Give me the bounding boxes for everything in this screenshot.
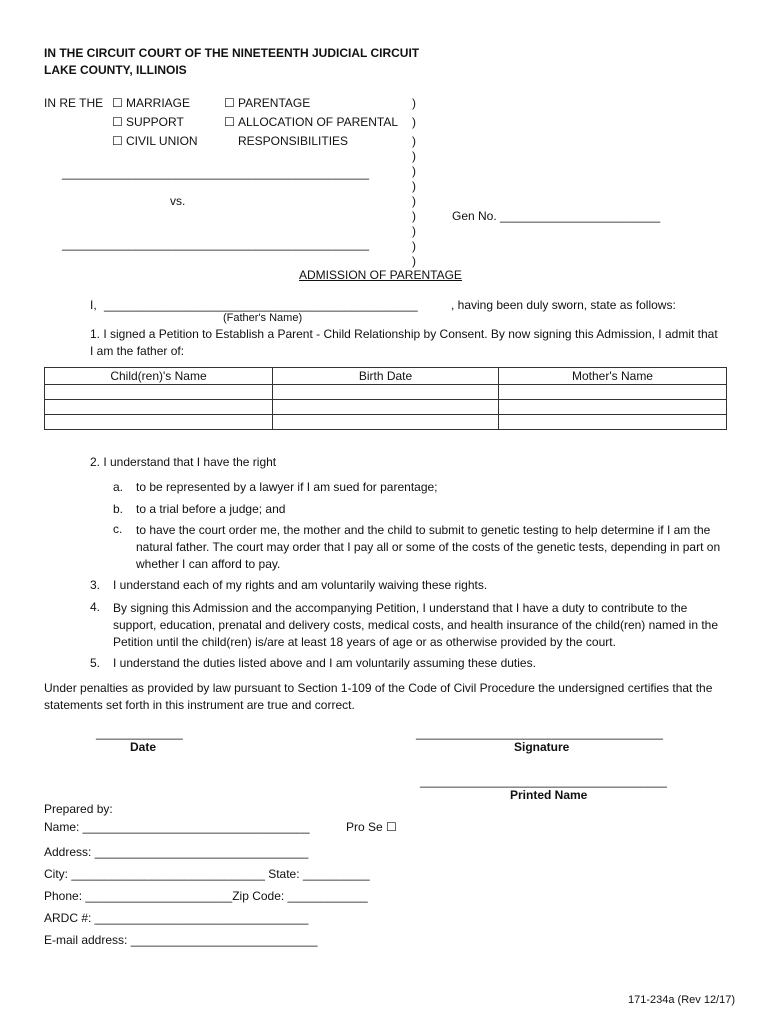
phone-zip-field[interactable]: Phone: ______________________Zip Code: ____________ xyxy=(44,889,368,903)
county-name: LAKE COUNTY, ILLINOIS xyxy=(44,63,187,77)
label-support: SUPPORT xyxy=(126,115,184,129)
caption-paren: ) xyxy=(412,194,416,208)
mother-name-cell[interactable] xyxy=(499,415,727,430)
label-responsibilities: RESPONSIBILITIES xyxy=(238,134,349,148)
gen-no-field[interactable]: Gen No. ________________________ xyxy=(452,209,661,223)
right-c-text: to have the court order me, the mother and the child to submit to genetic testing to help determine if I am the natural father. The court may order that I pay all or some of the costs of the genetic tests, depending in part on whether I can afford to pay. xyxy=(136,523,721,571)
checkbox-support[interactable]: ☐ xyxy=(112,115,123,129)
child-name-cell[interactable] xyxy=(45,415,273,430)
caption-paren: ) xyxy=(412,239,416,253)
caption-paren: ) xyxy=(412,179,416,193)
label-parentage: PARENTAGE xyxy=(238,96,311,110)
item-1-text: 1. I signed a Petition to Establish a Parent - Child Relationship by Consent. By now signing this Admission, I admit that I am the father of: xyxy=(90,327,718,358)
printed-name-label: Printed Name xyxy=(510,788,588,802)
oath-prefix: I, xyxy=(90,298,97,312)
caption-paren: ) xyxy=(412,224,416,238)
right-b-letter: b. xyxy=(113,502,124,516)
email-field[interactable]: E-mail address: ____________________________ xyxy=(44,933,318,947)
caption-paren: ) xyxy=(412,96,416,110)
date-blank[interactable]: _____________ xyxy=(96,726,183,740)
table-row xyxy=(45,385,727,400)
fathers-name-label: (Father's Name) xyxy=(223,312,303,324)
item-4-text: By signing this Admission and the accompanying Petition, I understand that I have a duty to contribute to the support, education, prenatal and delivery costs, medical costs, and health insurance of the child(ren) named in the Petition until the child(ren) is/are at least 18 years of age or as otherwise provided by the court. xyxy=(113,601,719,649)
caption-paren: ) xyxy=(412,134,416,148)
birth-date-cell[interactable] xyxy=(273,385,499,400)
caption-paren: ) xyxy=(412,149,416,163)
respondent-name-blank[interactable]: ______________________________________________ xyxy=(62,237,369,251)
caption-paren: ) xyxy=(412,254,416,268)
preparer-name-field[interactable]: Name: __________________________________ xyxy=(44,820,310,834)
child-name-cell[interactable] xyxy=(45,385,273,400)
prepared-by-label: Prepared by: xyxy=(44,802,113,816)
date-label: Date xyxy=(130,740,157,754)
table-row xyxy=(45,400,727,415)
petitioner-name-blank[interactable]: ______________________________________________ xyxy=(62,166,369,180)
printed-name-blank[interactable]: _____________________________________ xyxy=(420,774,667,788)
caption-paren: ) xyxy=(412,164,416,178)
fathers-name-blank[interactable]: _______________________________________________ xyxy=(104,298,418,312)
caption-paren: ) xyxy=(412,115,416,129)
item-4-number: 4. xyxy=(90,600,101,614)
item-2-text: 2. I understand that I have the right xyxy=(90,455,277,469)
mother-name-cell[interactable] xyxy=(499,400,727,415)
city-state-field[interactable]: City: _____________________________ State: __________ xyxy=(44,867,370,881)
header-birth-date: Birth Date xyxy=(273,368,499,385)
versus-label: vs. xyxy=(170,194,186,208)
item-5-number: 5. xyxy=(90,656,101,670)
mother-name-cell[interactable] xyxy=(499,385,727,400)
right-a-text: to be represented by a lawyer if I am sued for parentage; xyxy=(136,480,438,494)
ardc-field[interactable]: ARDC #: ________________________________ xyxy=(44,911,309,925)
pro-se-checkbox[interactable]: Pro Se ☐ xyxy=(346,820,397,834)
checkbox-civil-union[interactable]: ☐ xyxy=(112,134,123,148)
birth-date-cell[interactable] xyxy=(273,415,499,430)
oath-suffix: , having been duly sworn, state as follows: xyxy=(451,298,676,312)
certification-text: Under penalties as provided by law pursuant to Section 1-109 of the Code of Civil Procedure the undersigned certifies that the statements set forth in this instrument are true and correct. xyxy=(44,681,713,712)
item-5-text: I understand the duties listed above and I am voluntarily assuming these duties. xyxy=(113,656,536,670)
right-b-text: to a trial before a judge; and xyxy=(136,502,286,516)
address-field[interactable]: Address: ________________________________ xyxy=(44,845,309,859)
court-name: IN THE CIRCUIT COURT OF THE NINETEENTH JUDICIAL CIRCUIT xyxy=(44,46,420,60)
birth-date-cell[interactable] xyxy=(273,400,499,415)
header-childrens-name: Child(ren)'s Name xyxy=(45,368,273,385)
table-row xyxy=(45,415,727,430)
right-a-letter: a. xyxy=(113,480,124,494)
child-name-cell[interactable] xyxy=(45,400,273,415)
right-c-letter: c. xyxy=(113,522,123,536)
label-marriage: MARRIAGE xyxy=(126,96,191,110)
checkbox-marriage[interactable]: ☐ xyxy=(112,96,123,110)
header-mothers-name: Mother's Name xyxy=(499,368,727,385)
in-re-label: IN RE THE xyxy=(44,96,104,110)
item-3-text: I understand each of my rights and am voluntarily waiving these rights. xyxy=(113,578,488,592)
table-header-row xyxy=(45,368,727,385)
caption-paren: ) xyxy=(412,209,416,223)
label-allocation: ALLOCATION OF PARENTAL xyxy=(238,115,399,129)
signature-blank[interactable]: _____________________________________ xyxy=(416,726,663,740)
document-title: ADMISSION OF PARENTAGE xyxy=(299,268,462,282)
checkbox-parentage[interactable]: ☐ xyxy=(224,96,235,110)
label-civil-union: CIVIL UNION xyxy=(126,134,198,148)
children-table xyxy=(44,367,727,430)
item-3-number: 3. xyxy=(90,578,101,592)
signature-label: Signature xyxy=(514,740,570,754)
checkbox-allocation[interactable]: ☐ xyxy=(224,115,235,129)
form-number: 171-234a (Rev 12/17) xyxy=(628,994,736,1006)
